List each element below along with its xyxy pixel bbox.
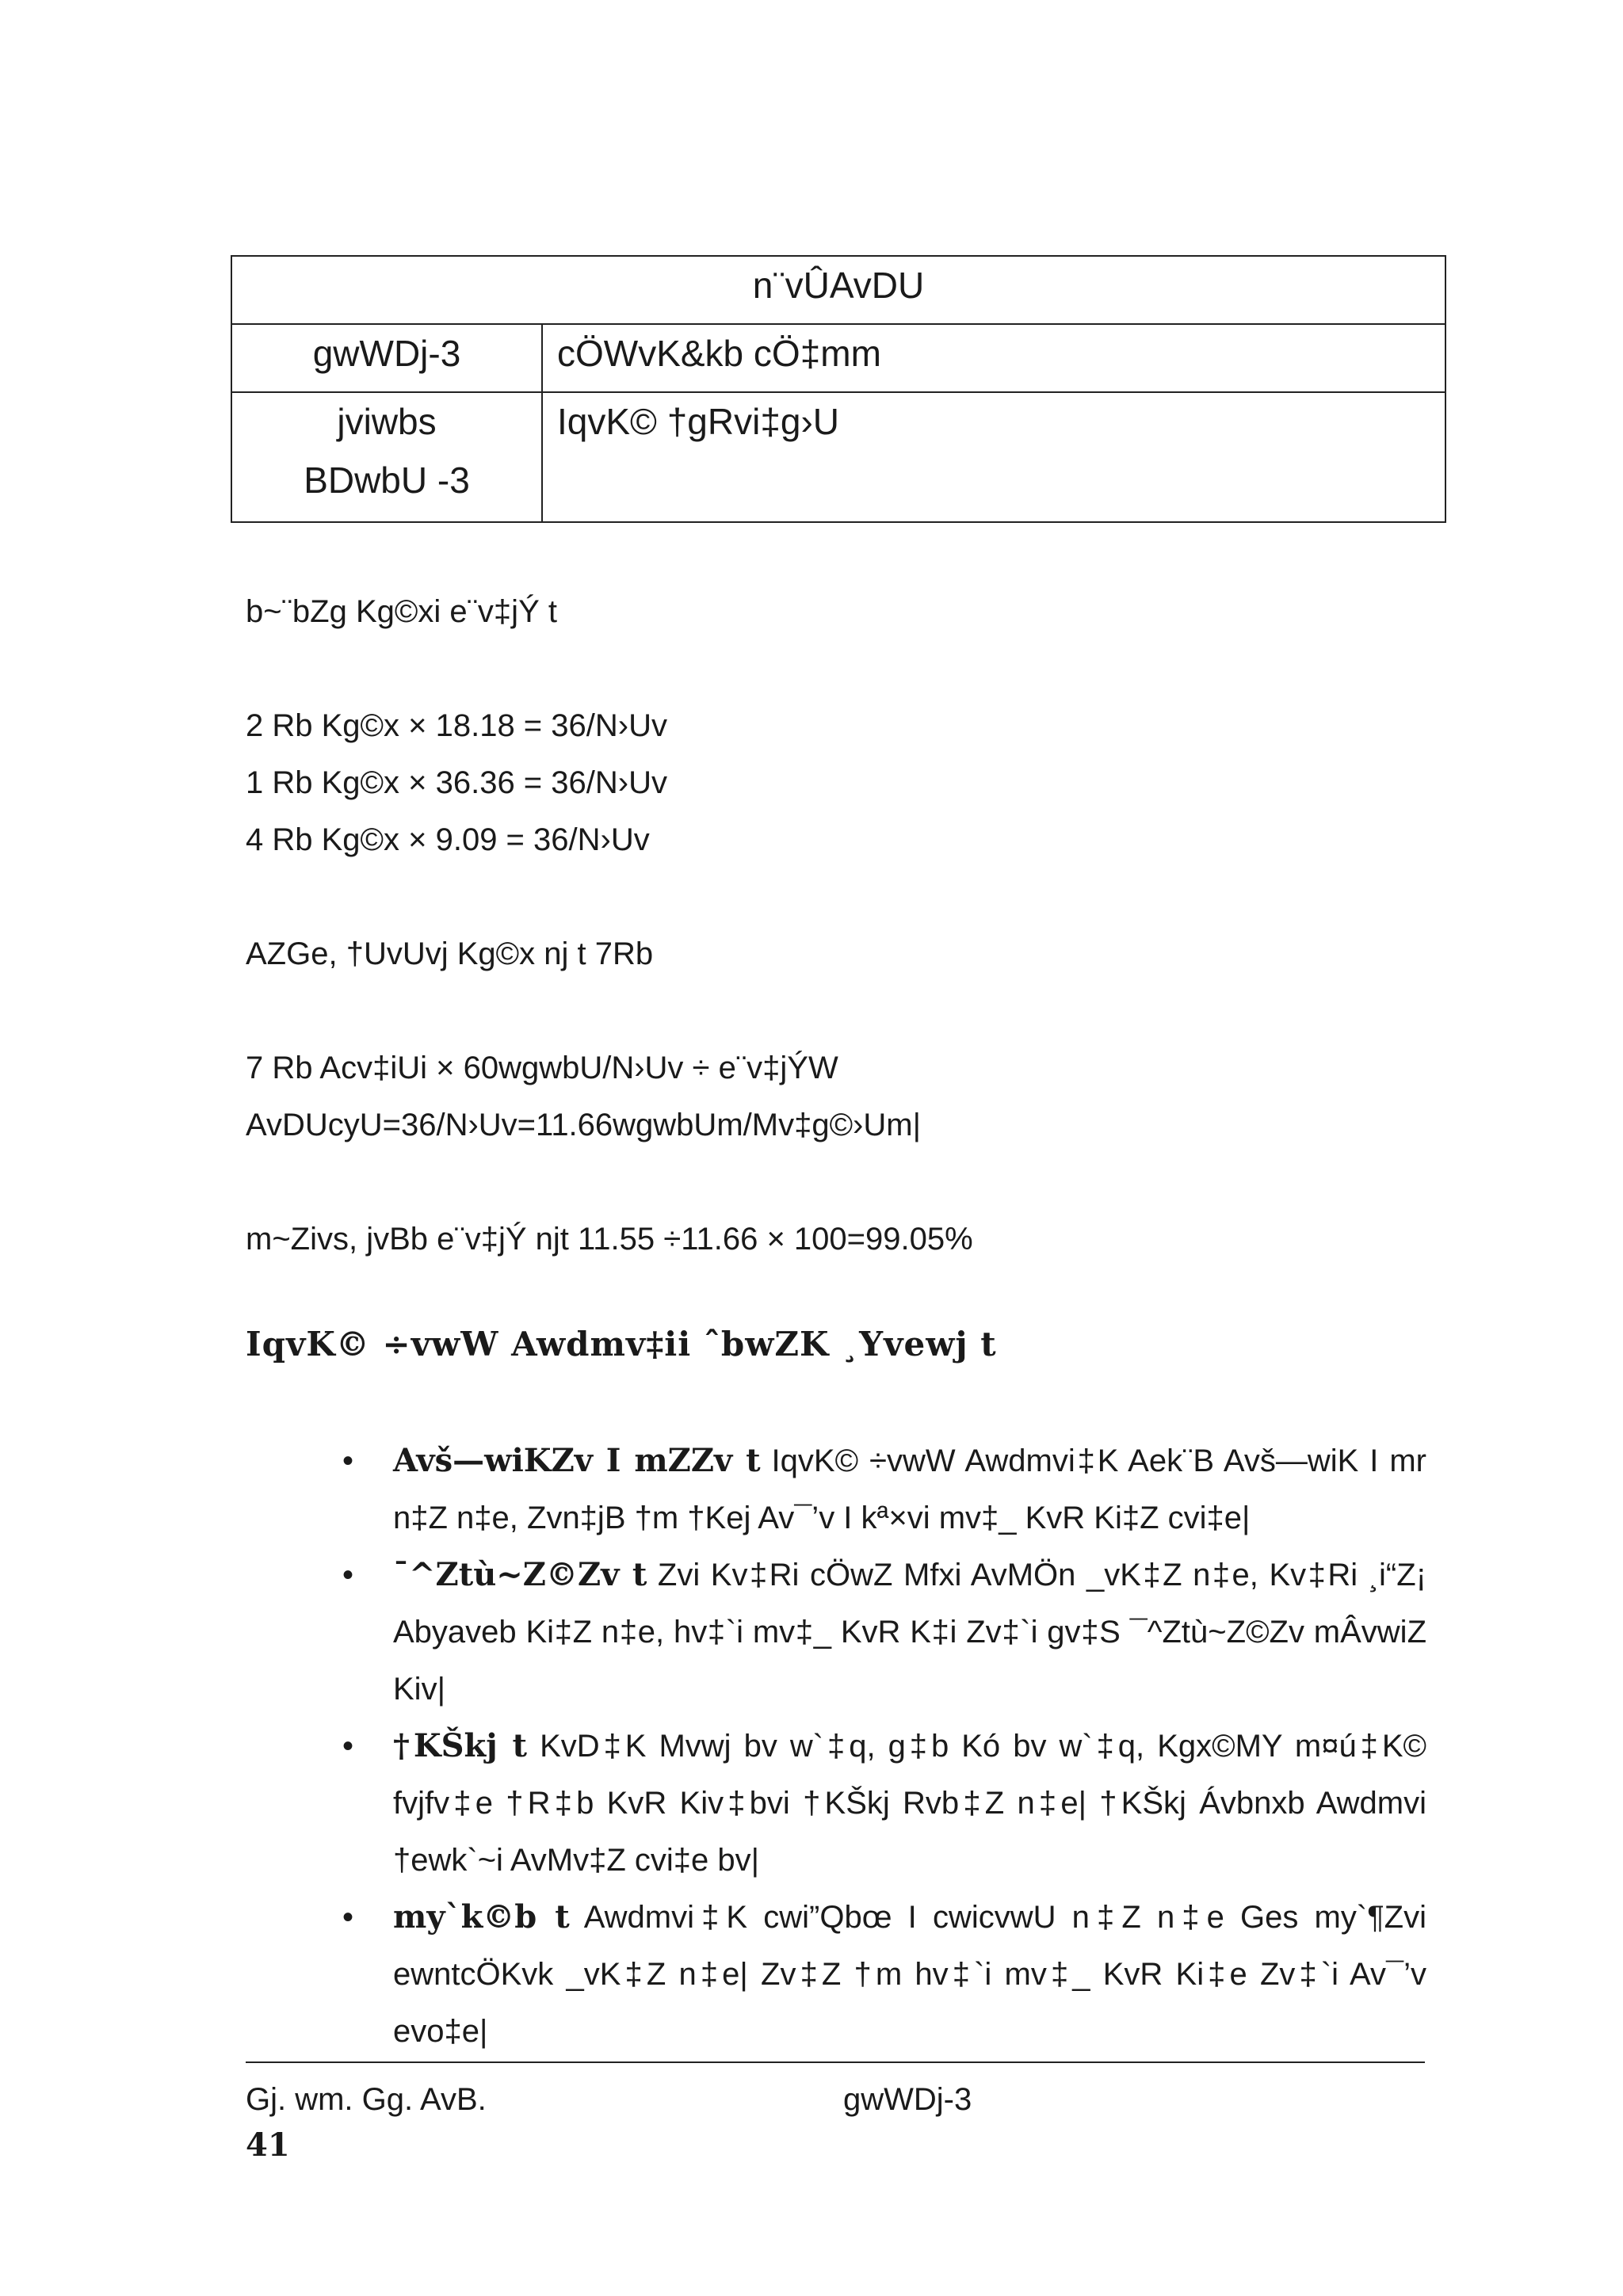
bullet-list [342,1432,1426,2060]
bullet-heading: my`k©b t [393,1898,570,1936]
list-item [342,1718,1426,1889]
bullet-icon: • [342,1729,354,1764]
list-item [342,1432,1426,1547]
unit-title: IqvK© †gRvi‡g›U [542,392,1445,522]
calc-line-3: 4 Rb Kg©x × 9.09 = 36/N›Uv [246,822,650,857]
calc-line-1: 2 Rb Kg©x × 18.18 = 36/N›Uv [246,708,667,743]
formula-line-2: AvDUcyU=36/N›Uv=11.66wgwbUm/Mv‡g©›Um| [246,1108,921,1142]
bullet-heading: ¯^Ztù~Z©Zv t [393,1556,647,1593]
footer-module: gwWDj-3 [843,2082,972,2117]
page-number: 41 [246,2126,290,2164]
bullet-text: Zvi Kv‡Ri cÖwZ Mfxi AvMÖn _vK‡Z n‡e, Kv‡Ri ¸i“Z¡ Abyaveb Ki‡Z n‡e, hv‡`i mv‡_ KvR K‡i Zv‡`i gv‡S ¯^Ztù~Z©Zv mÂvwiZ Kiv| [393,1558,1426,1707]
unit-label-line2: BDwbU -3 [304,459,470,501]
module-title: cÖWvK&kb cÖ‡mm [542,324,1445,392]
header-table [231,255,1446,523]
calc-line-2: 1 Rb Kg©x × 36.36 = 36/N›Uv [246,765,667,800]
section-heading: IqvK© ÷vwW Awdmv‡ii ˆbwZK ¸Yvewj t [246,1325,997,1363]
footer-organization: Gj. wm. Gg. AvB. [246,2082,487,2117]
list-item [342,1889,1426,2060]
header-title: n¨vÛAvDU [231,256,1445,324]
unit-label-line1: jviwbs [337,401,437,442]
bullet-heading: †KŠkj t [393,1727,528,1764]
bullet-heading: Avš—wiKZv I mZZv t [393,1442,761,1479]
footer-divider [246,2061,1425,2063]
formula-line-1: 7 Rb Acv‡iUi × 60wgwbU/N›Uv ÷ e¨v‡jÝW [246,1051,838,1085]
bullet-text: IqvK© ÷vwW Awdmvi‡K Aek¨B Avš—wiK I mr n‡Z n‡e, Zvn‡jB †m †Kej Av¯’v I kª×vi mv‡_ KvR Ki‡Z cvi‡e| [393,1444,1426,1535]
intro-line: b~¨bZg Kg©xi e¨v‡jÝ t [246,594,557,629]
module-label: gwWDj-3 [231,324,542,392]
bullet-text: Awdmvi‡K cwi”Qbœ I cwicvwU n‡Z n‡e Ges my`¶Zvi ewntcÖKvk _vK‡Z n‡e| Zv‡Z †m hv‡`i mv‡_ KvR Ki‡e Zv‡`i Av¯’v evo‡e| [393,1900,1426,2049]
total-line: AZGe, †UvUvj Kg©x nj t 7Rb [246,936,654,971]
bullet-icon: • [342,1900,354,1935]
list-item [342,1547,1426,1718]
unit-label [231,392,542,522]
bullet-icon: • [342,1558,354,1592]
result-line: m~Zivs, jvBb e¨v‡jÝ njt 11.55 ÷11.66 × 100=99.05% [246,1222,973,1257]
bullet-text: KvD‡K Mvwj bv w`‡q, g‡b Kó bv w`‡q, Kgx©MY m¤ú‡K© fvjfv‡e †R‡b KvR Kiv‡bvi †KŠkj Rvb‡Z n‡e| †KŠkj Ávbnxb Awdmvi †ewk`~i AvMv‡Z cvi‡e bv| [393,1729,1426,1878]
bullet-icon: • [342,1444,354,1478]
